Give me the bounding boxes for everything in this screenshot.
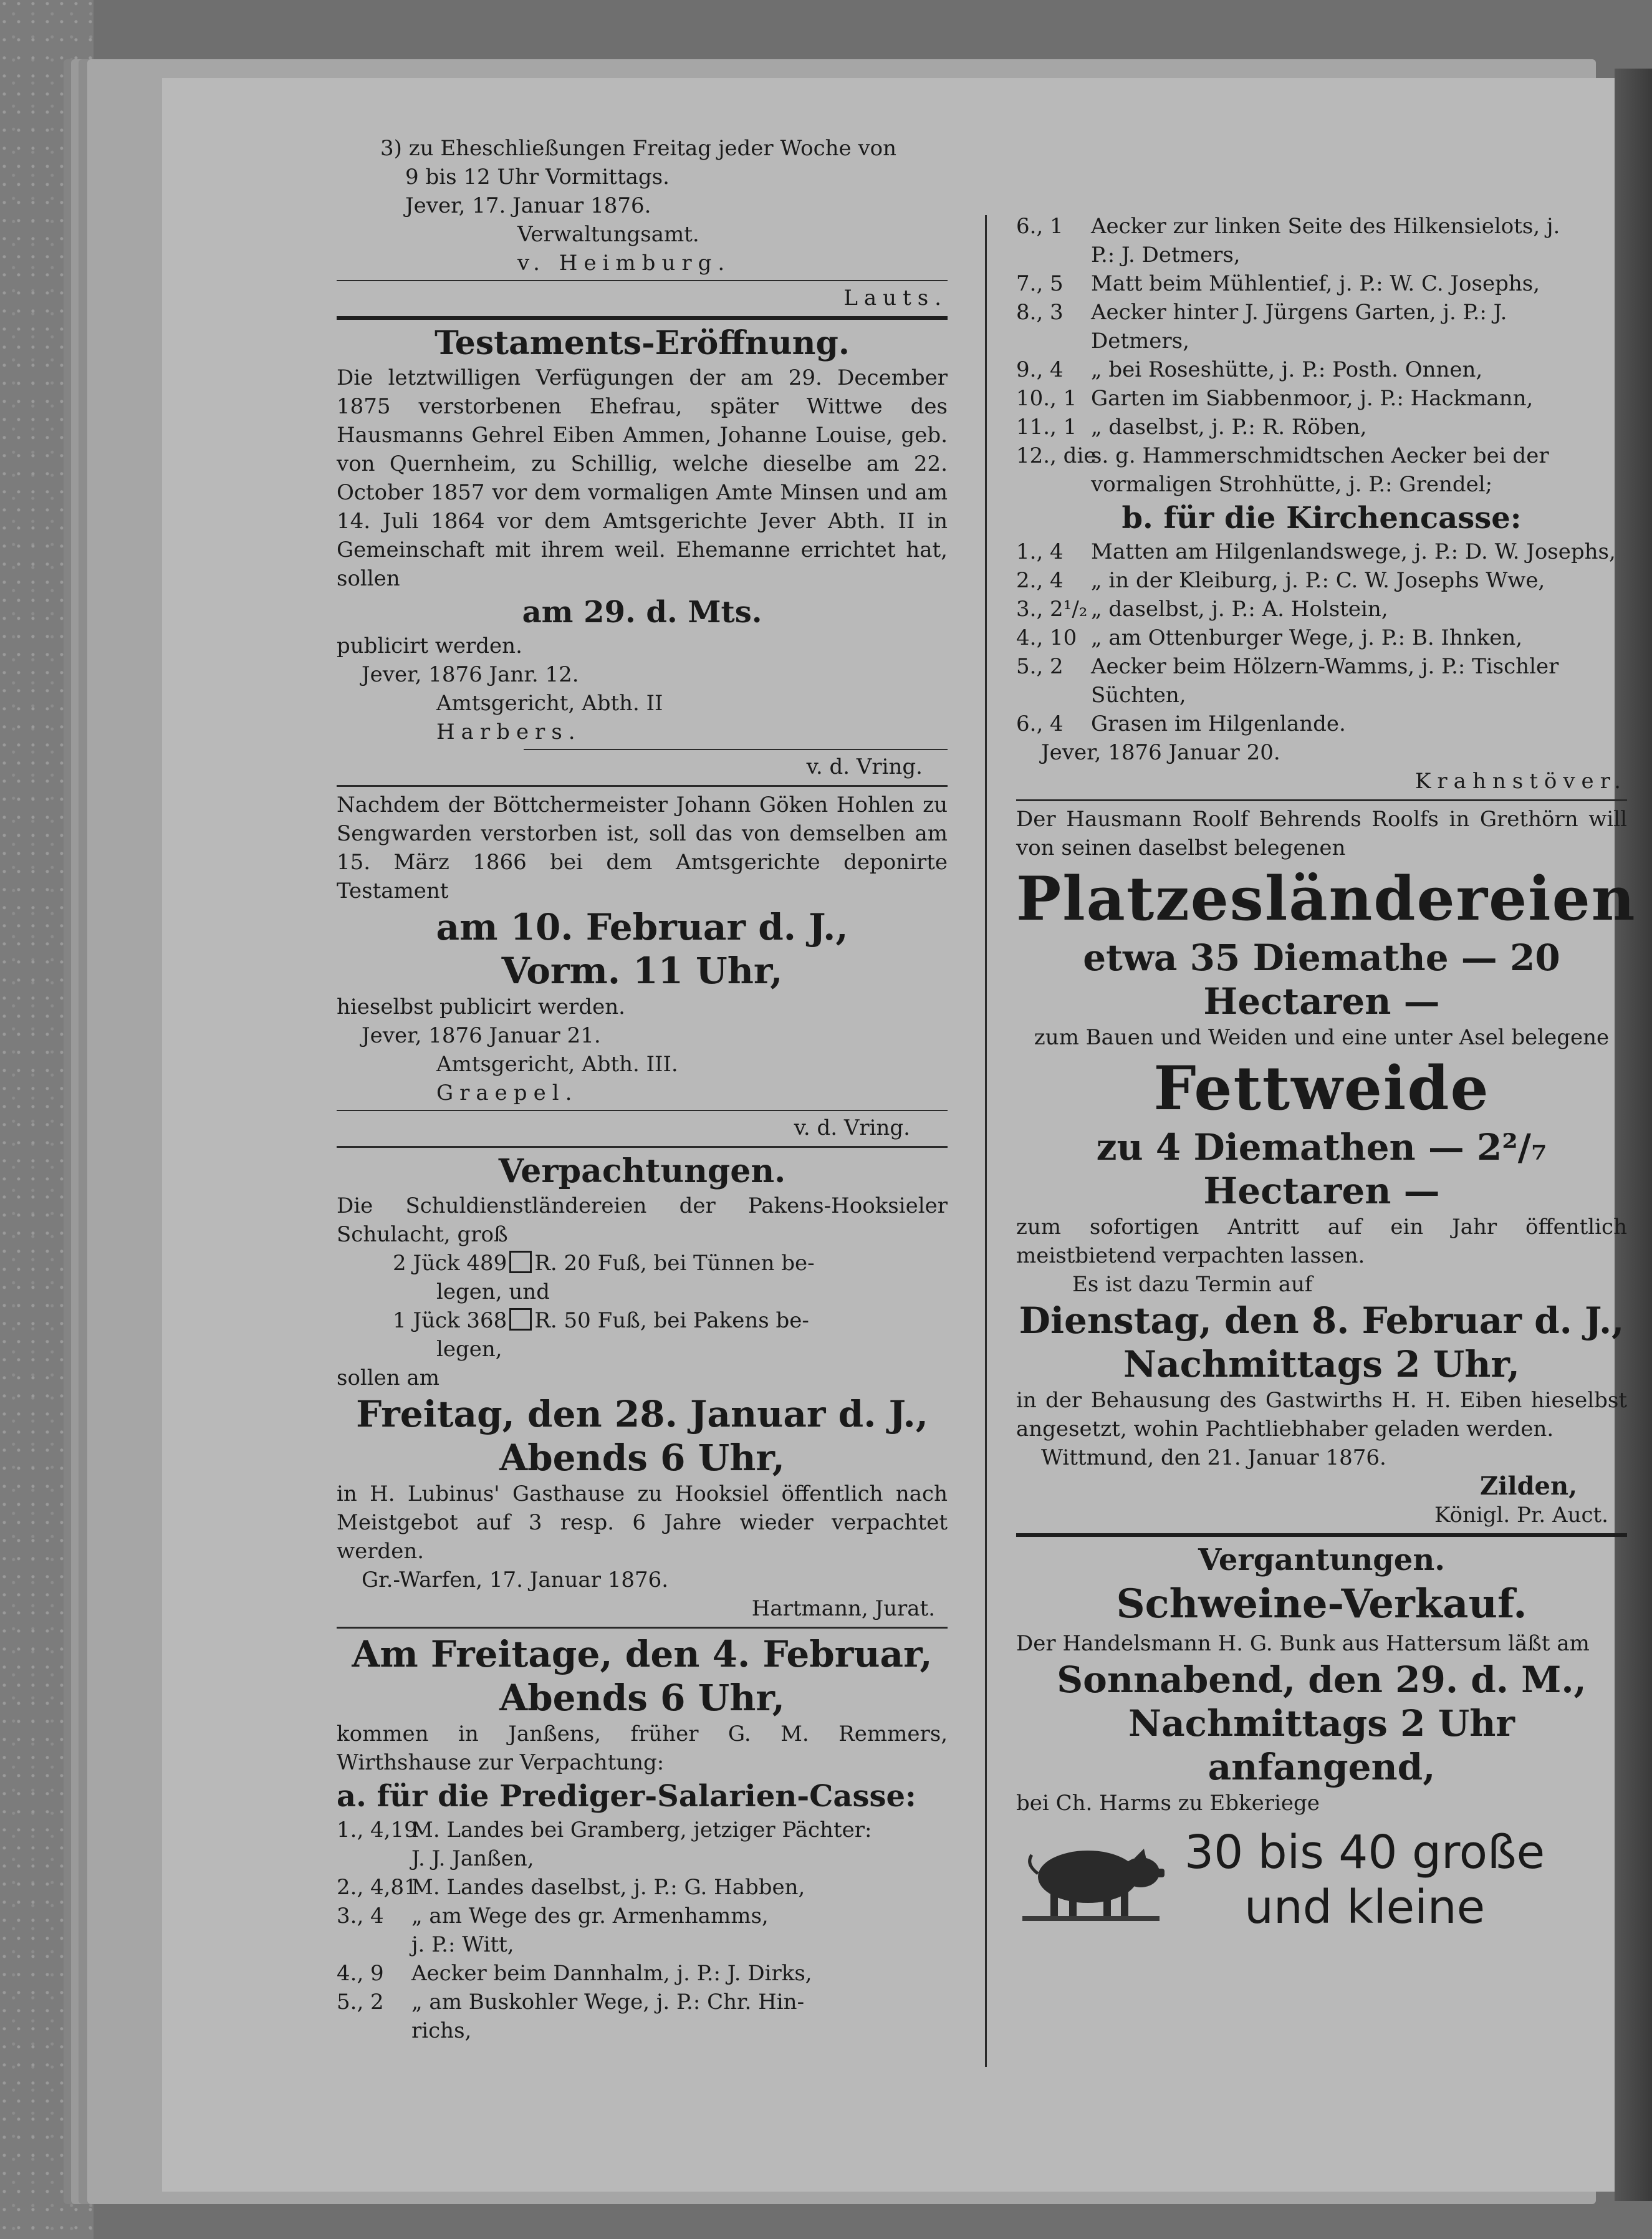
list-item-text: s. g. Hammerschmidtschen Aecker bei der vormaligen Strohhütte, j. P.: Grendel; [1091, 443, 1549, 497]
list-item-text: „ am Wege des gr. Armenhamms, [411, 1904, 769, 1928]
list-item-number [337, 1844, 411, 1873]
list-item-number: 1., 4 [1016, 539, 1064, 564]
list-item-text: „ am Ottenburger Wege, j. P.: B. Ihnken, [1091, 625, 1523, 650]
notice-clerk: Lauts. [843, 286, 948, 311]
freitag-time: Abends 6 Uhr, [499, 1677, 785, 1719]
items-b [1016, 537, 1627, 738]
list-item-text: Aecker beim Hölzern-Wamms, j. P.: Tischler Süchten, [1091, 654, 1559, 708]
notice-line: 9 bis 12 Uhr Vormittags. [405, 165, 670, 190]
platz-time: Nachmittags 2 Uhr, [1123, 1343, 1520, 1385]
square-rod-symbol [509, 1251, 532, 1273]
boettcher-judge: Graepel. [436, 1081, 579, 1105]
list-item-number: 7., 5 [1016, 271, 1064, 296]
testament-judge: Harbers. [436, 720, 582, 744]
boettcher-clerk: v. d. Vring. [794, 1115, 910, 1140]
pigs-size: und kleine [1244, 1880, 1486, 1934]
platz-place-date: Wittmund, den 21. Januar 1876. [1041, 1445, 1386, 1470]
freitag-title: Am Freitage, den 4. Februar, [352, 1633, 933, 1675]
rule [337, 316, 948, 320]
pig-text [1184, 1825, 1545, 1935]
freitag-section-a: a. für die Prediger-Salarien-Casse: [337, 1779, 916, 1814]
list-item [337, 2016, 948, 2045]
list-item [1016, 355, 1627, 384]
right-column [1016, 212, 1636, 1936]
rule [337, 1627, 948, 1629]
boettcher-body: Nachdem der Böttchermeister Johann Göken Hohlen zu Sengwarden verstorben ist, soll das von demselben am 15. März 1866 bei dem Amtsgerichte deponirte Testament [337, 792, 948, 903]
verpachtungen-title: Verpachtungen. [498, 1152, 786, 1190]
list-item-number: 5., 2 [1016, 654, 1064, 679]
platz-date: Dienstag, den 8. Februar d. J., [1019, 1299, 1625, 1342]
pig-row [1016, 1824, 1627, 1936]
testament-court: Amtsgericht, Abth. II [436, 691, 663, 716]
platz-size: etwa 35 Diemathe — 20 Hectaren — [1083, 937, 1560, 1023]
list-item-text: „ daselbst, j. P.: R. Röben, [1091, 415, 1367, 440]
boettcher-place-date: Jever, 1876 Januar 21. [362, 1023, 601, 1048]
verpachtungen-item: legen, und [436, 1279, 550, 1304]
list-item [1016, 710, 1627, 738]
list-item-number: 8., 3 [1016, 300, 1064, 325]
list-item-text: J. J. Janßen, [411, 1846, 534, 1871]
rule [524, 749, 948, 750]
platz-body2: in der Behausung des Gastwirths H. H. Eiben hieselbst angesetzt, wohin Pachtliebhaber geladen werden. [1016, 1388, 1627, 1442]
list-item-number [1016, 241, 1091, 269]
verpachtungen-item [337, 1249, 948, 1278]
list-item-number: 2., 4,81 [337, 1875, 418, 1900]
list-item-number: 3., 4 [337, 1904, 384, 1928]
rule [337, 1110, 948, 1111]
list-item-text: richs, [411, 2018, 472, 2043]
boettcher-date: am 10. Februar d. J., [436, 906, 848, 948]
list-item [337, 1959, 948, 1988]
list-item [1016, 566, 1627, 595]
area-text: 1 Jück 368 [393, 1308, 507, 1333]
list-item-text: „ bei Roseshütte, j. P.: Posth. Onnen, [1091, 357, 1483, 382]
list-item [1016, 212, 1627, 241]
list-item [1016, 384, 1627, 413]
scan-edge [0, 0, 94, 2239]
list-item-number: 11., 1 [1016, 415, 1077, 440]
list-item-number [1016, 327, 1091, 355]
list-item-number: 1., 4,19 [337, 1818, 418, 1842]
rule [337, 785, 948, 787]
testament-clerk: v. d. Vring. [806, 754, 923, 779]
column-divider [985, 215, 987, 2067]
list-item-text: „ am Buskohler Wege, j. P.: Chr. Hin- [411, 1990, 805, 2015]
list-item [1016, 413, 1627, 441]
list-item [337, 1902, 948, 1930]
fettweide-size: zu 4 Diemathen — 2²/₇ Hectaren — [1096, 1126, 1547, 1212]
b-signer: Krahnstöver. [1415, 769, 1627, 794]
list-item-number [337, 2016, 411, 2045]
list-item-text: M. Landes bei Gramberg, jetziger Pächter: [411, 1818, 872, 1842]
list-item-text: „ in der Kleiburg, j. P.: C. W. Josephs Wwe, [1091, 568, 1545, 593]
list-item [1016, 441, 1627, 499]
verpachtungen-signer: Hartmann, Jurat. [751, 1596, 935, 1621]
notice-line: Verwaltungsamt. [517, 222, 699, 247]
list-item-text: Matten am Hilgenlandswege, j. P.: D. W. Josephs, [1091, 539, 1616, 564]
list-item-number: 4., 10 [1016, 625, 1077, 650]
left-column [337, 134, 948, 2045]
freitag-body: kommen in Janßens, früher G. M. Remmers, Wirthshause zur Verpachtung: [337, 1721, 948, 1775]
verpachtungen-intro: Die Schuldienstländereien der Pakens-Hooksieler Schulacht, groß [337, 1193, 948, 1247]
rule [1016, 1533, 1627, 1537]
list-item [1016, 537, 1627, 566]
schweine-date: Sonnabend, den 29. d. M., [1057, 1659, 1587, 1701]
list-item [1016, 595, 1627, 624]
verpachtungen-item: legen, [436, 1337, 502, 1362]
platz-mid: zum Bauen und Weiden und eine unter Asel belegene [1034, 1025, 1610, 1050]
list-item-text: M. Landes daselbst, j. P.: G. Habben, [411, 1875, 805, 1900]
list-item-number: 9., 4 [1016, 357, 1064, 382]
fettweide-title: Fettweide [1153, 1053, 1490, 1124]
verpachtungen-time: Abends 6 Uhr, [499, 1437, 785, 1479]
notice-line: Jever, 17. Januar 1876. [405, 193, 651, 218]
list-item-number: 2., 4 [1016, 568, 1064, 593]
list-item-number: 3., 2¹/₂ [1016, 597, 1088, 622]
platz-signer: Zilden, [1479, 1471, 1577, 1501]
list-item [337, 1930, 948, 1959]
list-item-text: Garten im Siabbenmoor, j. P.: Hackmann, [1091, 386, 1534, 411]
list-item [1016, 241, 1627, 269]
platz-intro: Der Hausmann Roolf Behrends Roolfs in Grethörn will von seinen daselbst belegenen [1016, 807, 1627, 860]
list-item-text: j. P.: Witt, [411, 1932, 514, 1957]
area-text: 2 Jück 489 [393, 1251, 507, 1276]
testament-place-date: Jever, 1876 Janr. 12. [362, 662, 579, 687]
list-item-text: „ daselbst, j. P.: A. Holstein, [1091, 597, 1388, 622]
vergantungen-title: Vergantungen. [1198, 1543, 1445, 1577]
notice-line: 3) zu Eheschließungen Freitag jeder Woche von [380, 136, 897, 161]
schweine-time: Nachmittags 2 Uhr anfangend, [1128, 1702, 1515, 1788]
list-item-text: Aecker hinter J. Jürgens Garten, j. P.: J. [1091, 300, 1507, 325]
list-item [1016, 624, 1627, 652]
list-item [1016, 298, 1627, 327]
list-item-text: Aecker beim Dannhalm, j. P.: J. Dirks, [411, 1961, 812, 1986]
platz-title: Platzesländereien [1016, 864, 1636, 934]
verpachtungen-date: Freitag, den 28. Januar d. J., [356, 1393, 928, 1435]
list-item [1016, 652, 1627, 710]
items-a-cont [1016, 212, 1627, 499]
schweine-place: bei Ch. Harms zu Ebkeriege [1016, 1791, 1320, 1816]
pig-icon [1016, 1824, 1166, 1936]
list-item-number: 6., 1 [1016, 214, 1064, 239]
list-item-text: Detmers, [1091, 329, 1189, 354]
list-item-number [337, 1930, 411, 1959]
verpachtungen-item [337, 1306, 948, 1335]
platz-body: zum sofortigen Antritt auf ein Jahr öffentlich meistbietend verpachten lassen. [1016, 1215, 1627, 1268]
verpachtungen-place-date: Gr.-Warfen, 17. Januar 1876. [362, 1567, 669, 1592]
testament-date: am 29. d. Mts. [522, 595, 762, 630]
list-item [337, 1873, 948, 1902]
list-item-number: 6., 4 [1016, 711, 1064, 736]
testament-body: Die letztwilligen Verfügungen der am 29. December 1875 verstorbenen Ehefrau, später Wittwe des Hausmanns Gehrel Eiben Ammen, Johanne Louise, geb. von Quernheim, zu Schillig, welche dieselbe am 22. October 1857 vor dem vormaligen Amte Minsen und am 14. Juli 1864 vor dem Amtsgerichte Jever Abth. II in Gemeinschaft mit ihrem weil. Ehemanne errichtet hat, sollen [337, 365, 948, 591]
list-item [337, 1844, 948, 1873]
list-item-number: 10., 1 [1016, 386, 1077, 411]
notice-signer: v. Heimburg. [517, 251, 731, 276]
list-item-text: P.: J. Detmers, [1091, 243, 1241, 267]
list-item [1016, 269, 1627, 298]
pigs-count: 30 bis 40 große [1184, 1826, 1545, 1879]
list-item-number: 5., 2 [337, 1990, 384, 2015]
list-item-text: Matt beim Mühlentief, j. P.: W. C. Josephs, [1091, 271, 1540, 296]
list-item-text: Aecker zur linken Seite des Hilkensielots, j. [1091, 214, 1560, 239]
boettcher-court: Amtsgericht, Abth. III. [436, 1052, 678, 1077]
schweine-headline: Schweine-Verkauf. [1116, 1581, 1527, 1627]
schweine-body: Der Handelsmann H. G. Bunk aus Hattersum läßt am [1016, 1631, 1590, 1656]
list-item-text: Grasen im Hilgenlande. [1091, 711, 1346, 736]
area-text: R. 50 Fuß, bei Pakens be- [534, 1308, 809, 1333]
platz-termin: Es ist dazu Termin auf [1072, 1272, 1313, 1297]
testament-title: Testaments-Eröffnung. [435, 324, 850, 362]
list-item [337, 1816, 948, 1844]
platz-signer-title: Königl. Pr. Auct. [1434, 1503, 1608, 1528]
b-place-date: Jever, 1876 Januar 20. [1041, 740, 1280, 765]
rule [337, 280, 948, 281]
area-text: R. 20 Fuß, bei Tünnen be- [534, 1251, 815, 1276]
list-item-number: 4., 9 [337, 1961, 384, 1986]
section-b-title: b. für die Kirchencasse: [1121, 501, 1522, 536]
boettcher-published: hieselbst publicirt werden. [337, 994, 625, 1019]
square-rod-symbol [509, 1308, 532, 1331]
rule [1016, 799, 1627, 801]
freitag-items [337, 1816, 948, 2045]
list-item [1016, 327, 1627, 355]
list-item-number: 12., die [1016, 443, 1097, 468]
verpachtungen-sollen: sollen am [337, 1365, 440, 1390]
boettcher-time: Vorm. 11 Uhr, [501, 950, 783, 992]
verpachtungen-body: in H. Lubinus' Gasthause zu Hooksiel öffentlich nach Meistgebot auf 3 resp. 6 Jahre wieder verpachtet werden. [337, 1481, 948, 1564]
list-item [337, 1988, 948, 2016]
testament-published: publicirt werden. [337, 633, 522, 658]
rule [337, 1146, 948, 1148]
